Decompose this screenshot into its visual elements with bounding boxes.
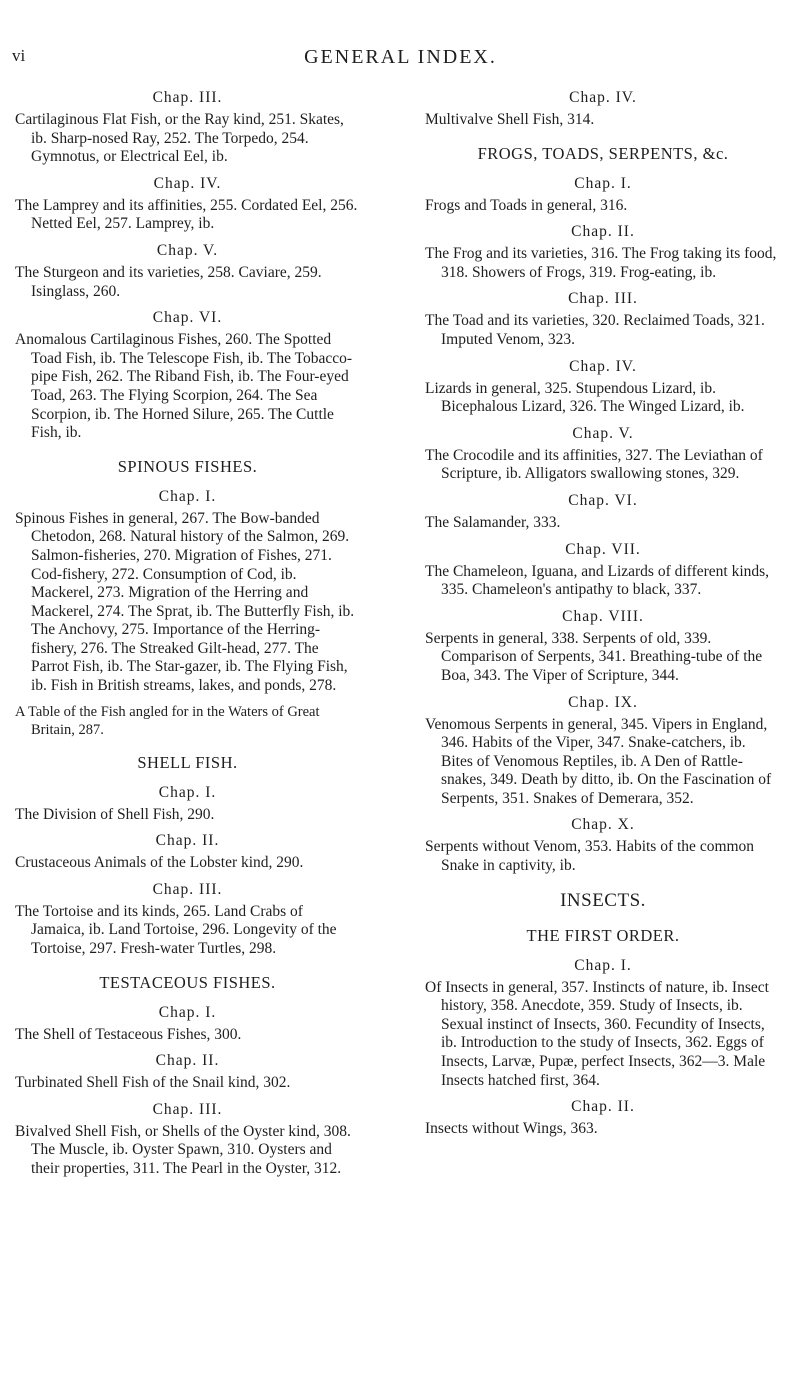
chapter-heading: Chap. I. xyxy=(158,487,217,505)
left-column xyxy=(15,88,360,1186)
chapter-heading: Chap. X. xyxy=(571,816,635,834)
index-entry: Insects without Wings, 363. xyxy=(425,1120,598,1138)
index-entry: The Tortoise and its kinds, 265. Land Crabs of Jamaica, ib. Land Tortoise, 296. Longevity of the Tortoise, 297. Fresh-water Turtles, 298. xyxy=(15,902,337,958)
chapter-heading: Chap. IV. xyxy=(569,357,637,375)
index-entry: Spinous Fishes in general, 267. The Bow-banded Chetodon, 268. Natural history of the Salmon, 269. Salmon-fisheries, 270. Migration of Fishes, 271. Cod-fishery, 272. Consumption of Cod, ib. Mackerel, 273. Migration of the Herring and Mackerel, 274. The Sprat, ib. The Butterfly Fish, ib. The Anchovy, 275. Importance of the Herring-fishery, 276. The Streaked Gilt-head, 277. The Parrot Fish, ib. The Star-gazer, ib. The Flying Fish, ib. Fish in British streams, lakes, and ponds, 278. xyxy=(15,509,355,695)
chapter-heading: Chap. VII. xyxy=(565,540,641,558)
chapter-heading: Chap. VIII. xyxy=(562,607,644,625)
chapter-heading: Chap. I. xyxy=(158,783,217,801)
page-header xyxy=(0,0,801,70)
index-entry: The Sturgeon and its varieties, 258. Caviare, 259. Isinglass, 260. xyxy=(15,263,322,300)
index-entry: Venomous Serpents in general, 345. Vipers in England, 346. Habits of the Viper, 347. Snake-catchers, ib. Bites of Venomous Reptiles, ib. A Den of Rattle-snakes, 349. Death by ditto, ib. On the Fascination of Serpents, 351. Snakes of Demerara, 352. xyxy=(425,715,772,807)
running-title: GENERAL INDEX. xyxy=(304,46,497,68)
chapter-heading: Chap. III. xyxy=(568,290,638,308)
chapter-heading: Chap. II. xyxy=(155,1052,220,1070)
index-entry: Crustaceous Animals of the Lobster kind, 290. xyxy=(15,854,304,872)
index-entry: The Lamprey and its affinities, 255. Cordated Eel, 256. Netted Eel, 257. Lamprey, ib. xyxy=(15,196,358,233)
index-entry: Turbinated Shell Fish of the Snail kind, 302. xyxy=(15,1074,291,1092)
chapter-heading: Chap. III. xyxy=(152,89,223,106)
chapter-heading: Chap. III. xyxy=(152,1100,223,1118)
index-entry: The Shell of Testaceous Fishes, 300. xyxy=(15,1025,242,1043)
chapter-heading: Chap. II. xyxy=(155,832,220,850)
section-heading: INSECTS. xyxy=(560,889,646,911)
chapter-heading: Chap. I. xyxy=(158,1003,217,1021)
chapter-heading: Chap. I. xyxy=(574,956,632,974)
index-entry: The Frog and its varieties, 316. The Frog taking its food, 318. Showers of Frogs, 319. Frog-eating, ib. xyxy=(425,245,777,281)
index-entry: The Salamander, 333. xyxy=(425,513,561,531)
section-heading: SPINOUS FISHES. xyxy=(117,456,258,476)
section-heading: FROGS, TOADS, SERPENTS, &c. xyxy=(477,143,729,163)
index-entry: Serpents in general, 338. Serpents of old, 339. Comparison of Serpents, 341. Breathing-tube of the Boa, 343. The Viper of Scripture, 344. xyxy=(425,629,763,684)
chapter-heading: Chap. IX. xyxy=(568,693,638,711)
chapter-heading: Chap. VI. xyxy=(568,491,638,509)
index-entry: Anomalous Cartilaginous Fishes, 260. The Spotted Toad Fish, ib. The Telescope Fish, ib. The Tobacco-pipe Fish, 262. The Riband Fish, ib. The Four-eyed Toad, 263. The Flying Scorpion, 264. The Sea Scorpion, ib. The Horned Silure, 265. The Cuttle Fish, ib. xyxy=(15,331,353,442)
index-entry: Cartilaginous Flat Fish, or the Ray kind, 251. Skates, ib. Sharp-nosed Ray, 252. The Torpedo, 254. Gymnotus, or Electrical Eel, ib. xyxy=(15,111,344,166)
chapter-heading: Chap. VI. xyxy=(152,309,223,327)
section-heading: TESTACEOUS FISHES. xyxy=(99,972,276,992)
page-number: vi xyxy=(12,46,26,65)
chapter-heading: Chap. II. xyxy=(571,1098,635,1116)
index-entry: Serpents without Venom, 353. Habits of the common Snake in captivity, ib. xyxy=(425,838,755,875)
chapter-heading: Chap. IV. xyxy=(153,174,222,192)
chapter-heading: Chap. IV. xyxy=(569,89,637,106)
index-entry: Of Insects in general, 357. Instincts of nature, ib. Insect history, 358. Anecdote, 359. Study of Insects, ib. Sexual instinct of Insects, 360. Fecundity of Insects, ib. Introduction to the study of Insects, 362. Eggs of Insects, Larvæ, Pupæ, perfect Insects, 362—3. Male Insects hatched first, 364. xyxy=(425,978,769,1089)
chapter-heading: Chap. III. xyxy=(152,880,223,898)
index-entry: Multivalve Shell Fish, 314. xyxy=(425,111,595,128)
index-entry: The Toad and its varieties, 320. Reclaimed Toads, 321. Imputed Venom, 323. xyxy=(425,312,765,348)
index-entry: Lizards in general, 325. Stupendous Lizard, ib. Bicephalous Lizard, 326. The Winged Lizard, ib. xyxy=(425,379,745,416)
chapter-heading: Chap. V. xyxy=(572,424,634,442)
chapter-heading: Chap. I. xyxy=(574,174,632,192)
chapter-heading: Chap. II. xyxy=(571,223,635,241)
index-entry: The Crocodile and its affinities, 327. The Leviathan of Scripture, ib. Alligators swallowing stones, 329. xyxy=(425,446,763,483)
table-entry: A Table of the Fish angled for in the Waters of Great Britain, 287. xyxy=(15,703,320,738)
index-entry: Bivalved Shell Fish, or Shells of the Oyster kind, 308. The Muscle, ib. Oyster Spawn, 310. Oysters and their properties, 311. The Pearl in the Oyster, 312. xyxy=(15,1122,351,1177)
index-entry: The Division of Shell Fish, 290. xyxy=(15,805,215,823)
index-entry: The Chameleon, Iguana, and Lizards of different kinds, 335. Chameleon's antipathy to black, 337. xyxy=(425,562,770,599)
right-column xyxy=(425,88,781,1146)
chapter-heading: Chap. V. xyxy=(156,241,219,259)
index-entry: Frogs and Toads in general, 316. xyxy=(425,196,628,214)
order-heading: THE FIRST ORDER. xyxy=(526,925,680,945)
section-heading: SHELL FISH. xyxy=(137,752,238,772)
